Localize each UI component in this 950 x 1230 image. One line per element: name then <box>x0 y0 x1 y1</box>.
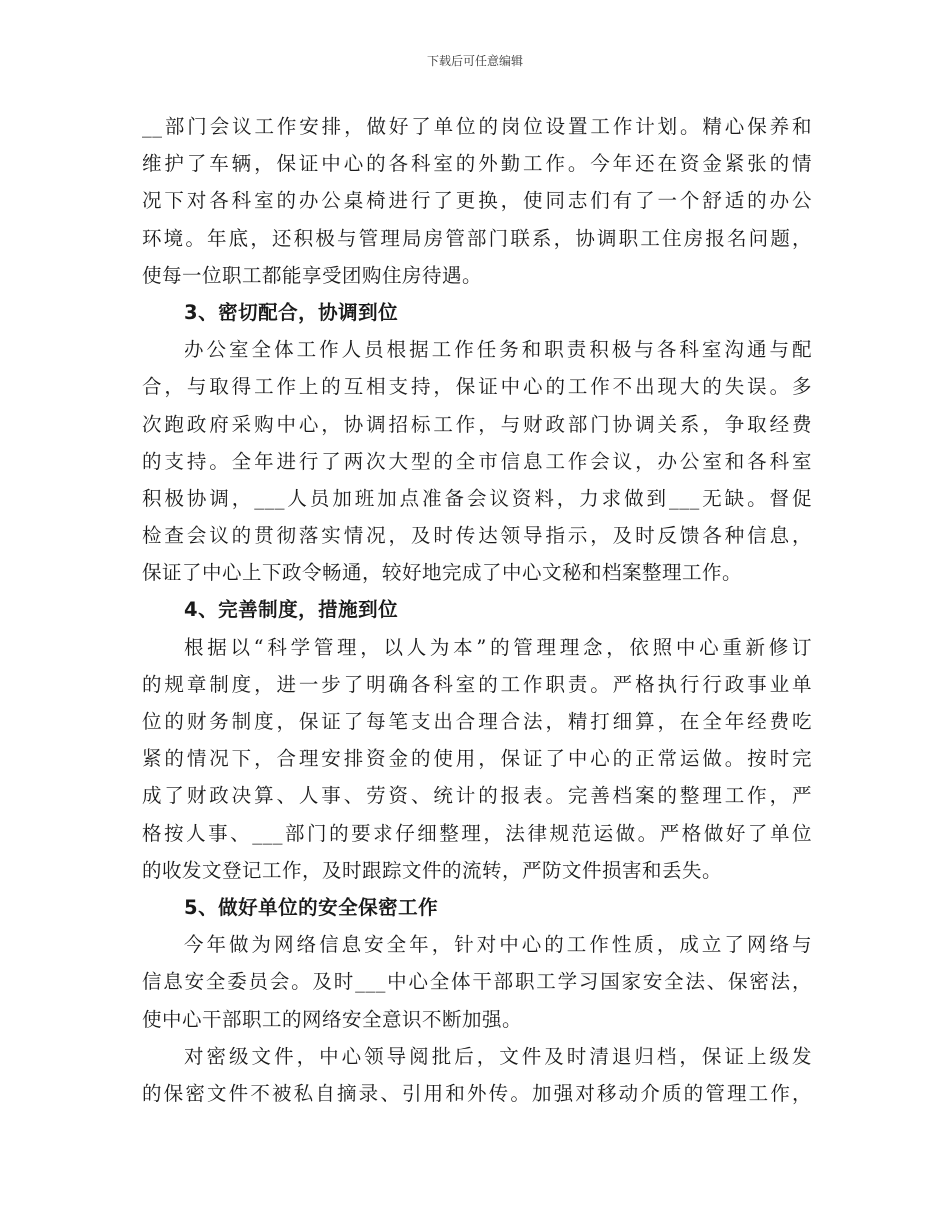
paragraph-line: 信息安全委员会。及时___中心全体干部职工学习国家安全法、保密法， <box>142 970 812 994</box>
page-header: 下载后可任意编辑 <box>426 54 523 68</box>
paragraph-line: 紧的情况下，合理安排资金的使用，保证了中心的正常运做。按时完 <box>142 747 812 771</box>
paragraph-line: 使每一位职工都能享受团购住房待遇。 <box>142 263 483 287</box>
document-body <box>142 108 812 1112</box>
paragraph-line: 的收发文登记工作，及时跟踪文件的流转，严防文件损害和丢失。 <box>142 858 723 882</box>
paragraph-line: 对密级文件，中心领导阅批后，文件及时清退归档，保证上级发 <box>184 1044 812 1068</box>
paragraph-line: 今年做为网络信息安全年，针对中心的工作性质，成立了网络与 <box>184 933 812 957</box>
paragraph-line: 检查会议的贯彻落实情况，及时传达领导指示，及时反馈各种信息， <box>142 524 812 548</box>
paragraph-line: 办公室全体工作人员根据工作任务和职责积极与各科室沟通与配 <box>184 338 812 362</box>
paragraph-line: 况下对各科室的办公桌椅进行了更换，使同志们有了一个舒适的办公 <box>142 189 812 213</box>
paragraph-line: 保证了中心上下政令畅通，较好地完成了中心文秘和档案整理工作。 <box>142 561 743 585</box>
paragraph-line: 的规章制度，进一步了明确各科室的工作职责。严格执行行政事业单 <box>142 672 812 696</box>
paragraph-line: 合，与取得工作上的互相支持，保证中心的工作不出现大的失误。多 <box>142 375 812 399</box>
section-heading: 3、密切配合，协调到位 <box>184 300 399 324</box>
paragraph-line: 积极协调，___人员加班加点准备会议资料，力求做到___无缺。督促 <box>142 486 812 510</box>
paragraph-line: 成了财政决算、人事、劳资、统计的报表。完善档案的整理工作，严 <box>142 784 812 808</box>
paragraph-line: 使中心干部职工的网络安全意识不断加强。 <box>142 1007 523 1031</box>
paragraph-line: 的保密文件不被私自摘录、引用和外传。加强对移动介质的管理工作， <box>142 1081 812 1105</box>
paragraph-line: 位的财务制度，保证了每笔支出合理合法，精打细算，在全年经费吃 <box>142 710 812 733</box>
paragraph-line: 次跑政府采购中心，协调招标工作，与财政部门协调关系，争取经费 <box>142 412 812 436</box>
paragraph-line: 维护了车辆，保证中心的各科室的外勤工作。今年还在资金紧张的情 <box>142 152 812 176</box>
paragraph-line: 环境。年底，还积极与管理局房管部门联系，协调职工住房报名问题， <box>142 226 812 250</box>
section-heading: 4、完善制度，措施到位 <box>184 598 399 622</box>
paragraph-line: 的支持。全年进行了两次大型的全市信息工作会议，办公室和各科室 <box>142 449 812 473</box>
paragraph-line: 根据以“科学管理，以人为本”的管理理念，依照中心重新修订 <box>184 635 812 659</box>
paragraph-line: 格按人事、___部门的要求仔细整理，法律规范运做。严格做好了单位 <box>142 821 812 845</box>
paragraph-line: __部门会议工作安排，做好了单位的岗位设置工作计划。精心保养和 <box>142 115 812 138</box>
section-heading: 5、做好单位的安全保密工作 <box>184 895 439 919</box>
